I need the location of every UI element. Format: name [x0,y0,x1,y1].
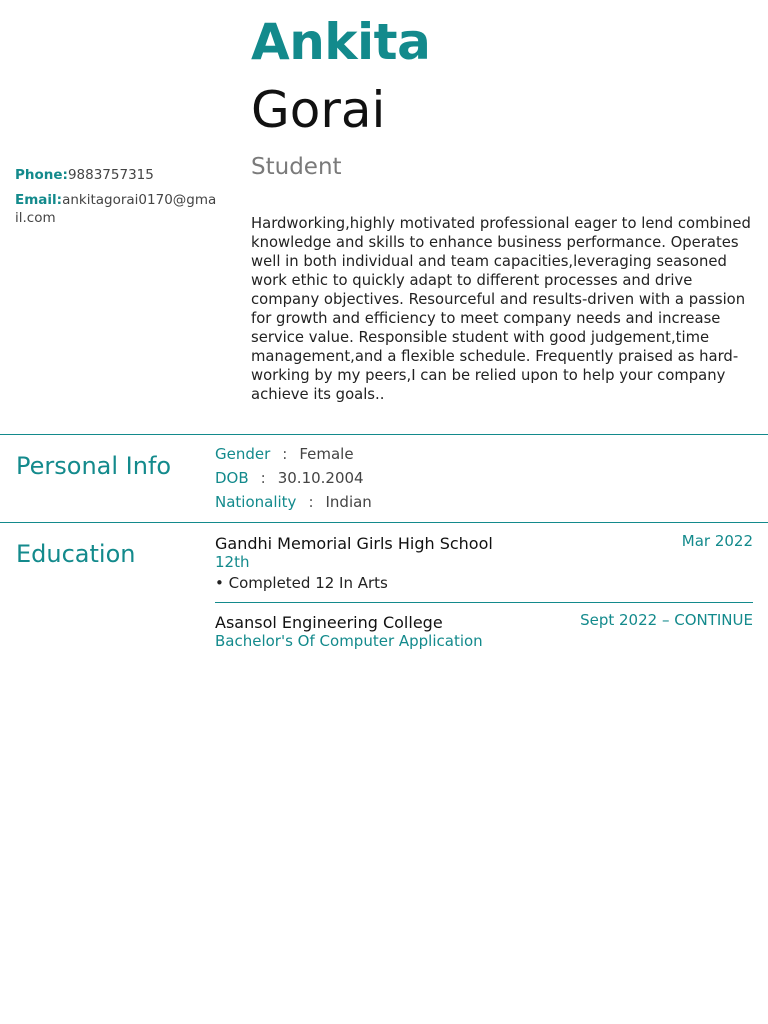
education-school-name: Asansol Engineering College [215,613,443,632]
info-row-gender [215,444,354,464]
education-divider [215,602,753,603]
education-bullet: • Completed 12 In Arts [215,574,388,592]
summary-paragraph: Hardworking,highly motivated professional eager to lend combined knowledge and skills to enhance business performance. Operates well in both individual and team capacities,leveraging seasoned work ethic to quickly adapt to different processes and drive company objectives. Resourceful and results-driven with a passion for growth and efficiency to meet company needs and increase service value. Responsible student with good judgement,time management,and a flexible schedule. Frequently praised as hard-working by my peers,I can be relied upon to help your company achieve its goals.. [251,215,751,403]
section-divider [0,522,768,523]
role-title: Student [251,154,342,180]
personal-info-title: Personal Info [16,452,172,480]
last-name: Gorai [251,81,386,139]
first-name: Ankita [251,13,431,71]
info-value: 30.10.2004 [277,469,364,487]
email-label: Email: [15,192,63,208]
info-value: Indian [325,493,372,511]
info-value: Female [299,445,354,463]
info-separator: : [282,445,288,463]
education-title: Education [16,540,136,568]
email-value: ankitagorai0170@gmail.com [15,192,217,226]
education-date: Sept 2022 – CONTINUE [580,611,753,629]
info-row-dob [215,468,364,488]
education-school-name: Gandhi Memorial Girls High School [215,534,493,553]
education-date: Mar 2022 [681,532,753,550]
education-degree: Bachelor's Of Computer Application [215,632,483,650]
section-divider [0,434,768,435]
info-separator: : [260,469,266,487]
education-degree: 12th [215,553,250,571]
info-label: DOB [215,469,249,487]
info-separator: : [308,493,314,511]
phone-label: Phone: [15,167,68,183]
info-label: Gender [215,445,271,463]
contact-email [15,191,220,227]
contact-phone [15,166,220,184]
phone-value: 9883757315 [67,167,154,183]
info-label: Nationality [215,493,297,511]
info-row-nationality [215,492,372,512]
